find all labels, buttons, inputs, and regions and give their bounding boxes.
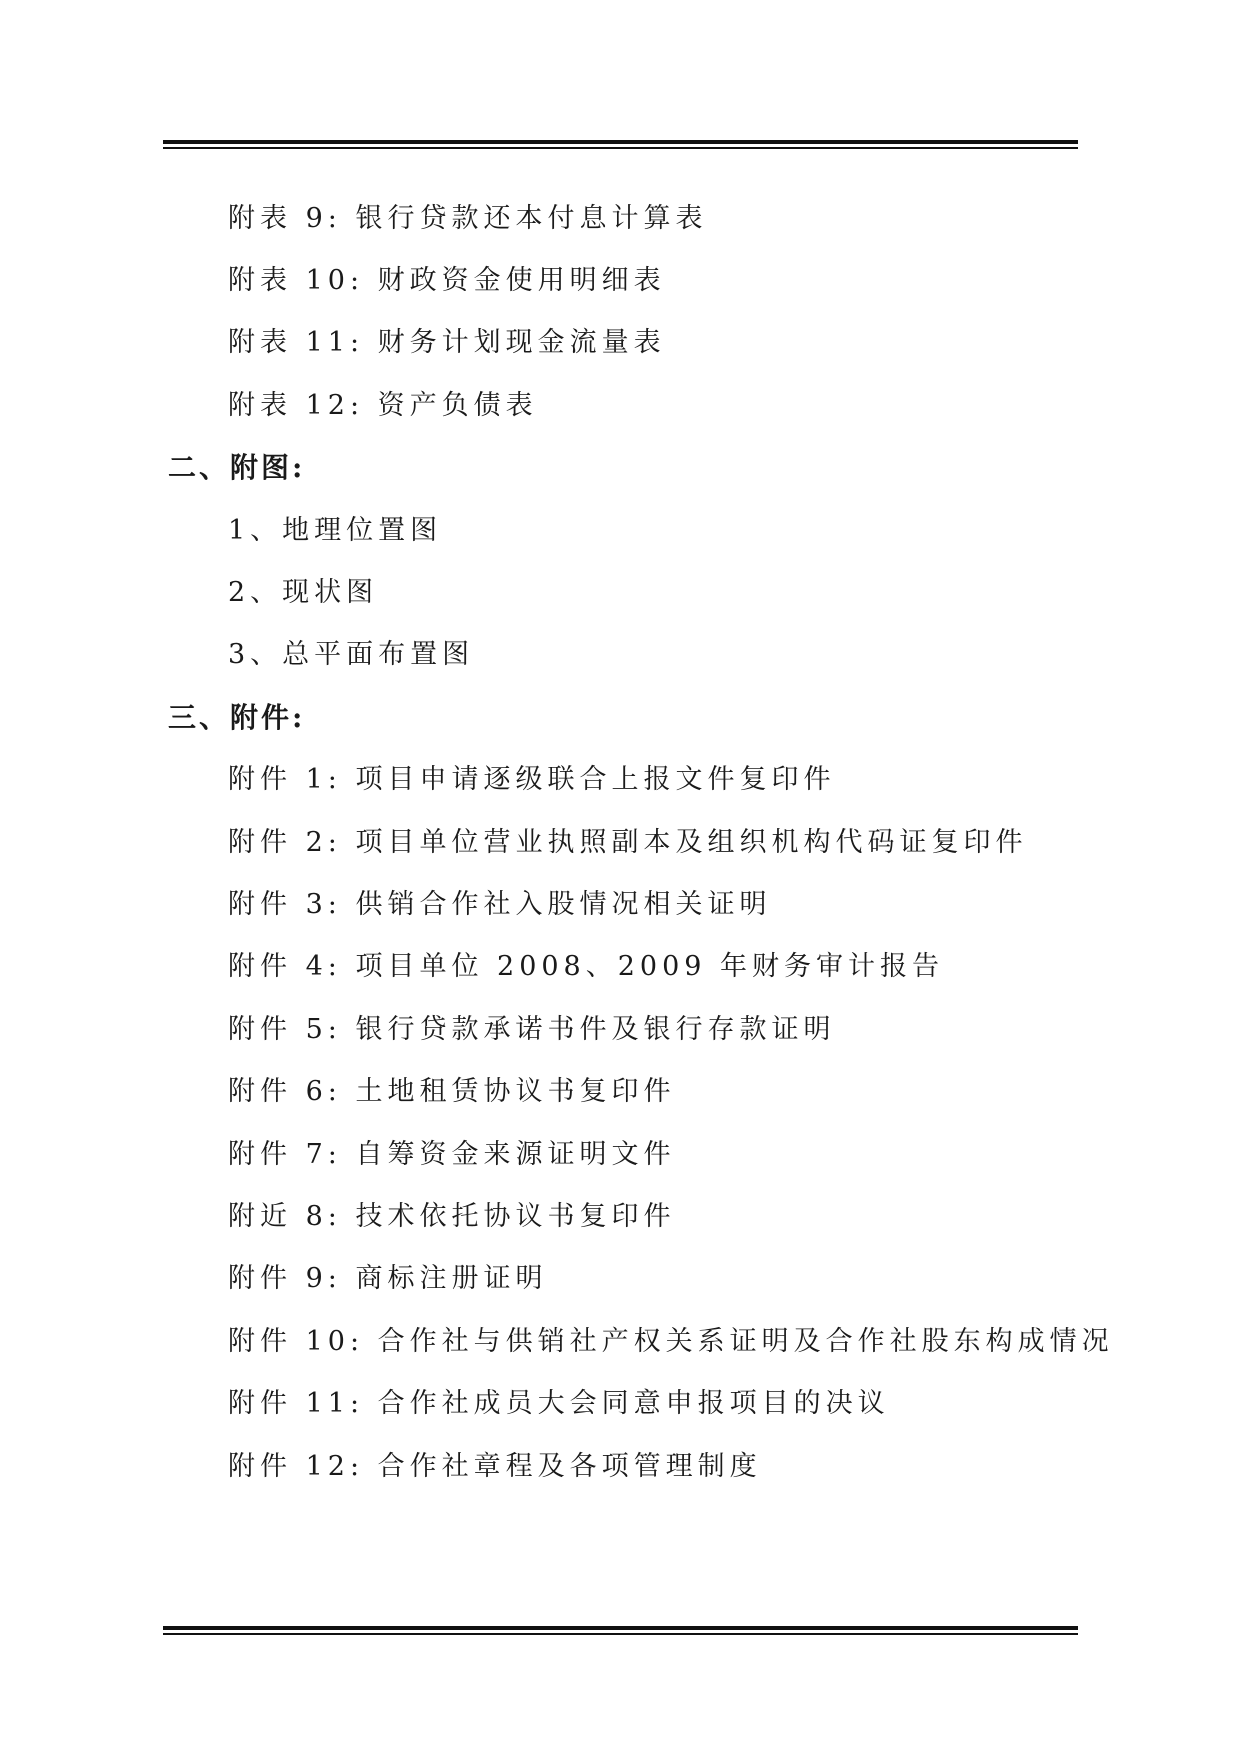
attachment-item-1: 附件 1: 项目申请逐级联合上报文件复印件 — [228, 764, 836, 795]
appendix-table-10: 附表 10: 财政资金使用明细表 — [228, 265, 666, 296]
appendix-table-12: 附表 12: 资产负债表 — [228, 390, 538, 421]
figure-item-3: 3、总平面布置图 — [228, 639, 475, 670]
attachment-item-12: 附件 12: 合作社章程及各项管理制度 — [228, 1451, 762, 1482]
attachment-item-10: 附件 10: 合作社与供销社产权关系证明及合作社股东构成情况 — [228, 1326, 1114, 1357]
attachment-item-4: 附件 4: 项目单位 2008、2009 年财务审计报告 — [228, 951, 945, 982]
header-rule — [163, 140, 1078, 149]
footer-rule — [163, 1626, 1078, 1635]
attachment-item-9: 附件 9: 商标注册证明 — [228, 1263, 548, 1294]
attachment-item-3: 附件 3: 供销合作社入股情况相关证明 — [228, 889, 772, 920]
attachment-item-2: 附件 2: 项目单位营业执照副本及组织机构代码证复印件 — [228, 827, 1028, 858]
attachment-item-8: 附近 8: 技术依托协议书复印件 — [228, 1201, 676, 1232]
appendix-table-9: 附表 9: 银行贷款还本付息计算表 — [228, 203, 708, 234]
attachment-item-11: 附件 11: 合作社成员大会同意申报项目的决议 — [228, 1388, 890, 1419]
attachment-item-7: 附件 7: 自筹资金来源证明文件 — [228, 1139, 676, 1170]
figure-item-2: 2、现状图 — [228, 577, 379, 608]
figure-item-1: 1、地理位置图 — [228, 515, 443, 546]
attachment-item-6: 附件 6: 土地租赁协议书复印件 — [228, 1076, 676, 1107]
attachments-heading: 三、附件: — [168, 701, 306, 734]
appendix-table-11: 附表 11: 财务计划现金流量表 — [228, 327, 666, 358]
figures-heading: 二、附图: — [168, 451, 306, 484]
attachment-item-5: 附件 5: 银行贷款承诺书件及银行存款证明 — [228, 1014, 836, 1045]
